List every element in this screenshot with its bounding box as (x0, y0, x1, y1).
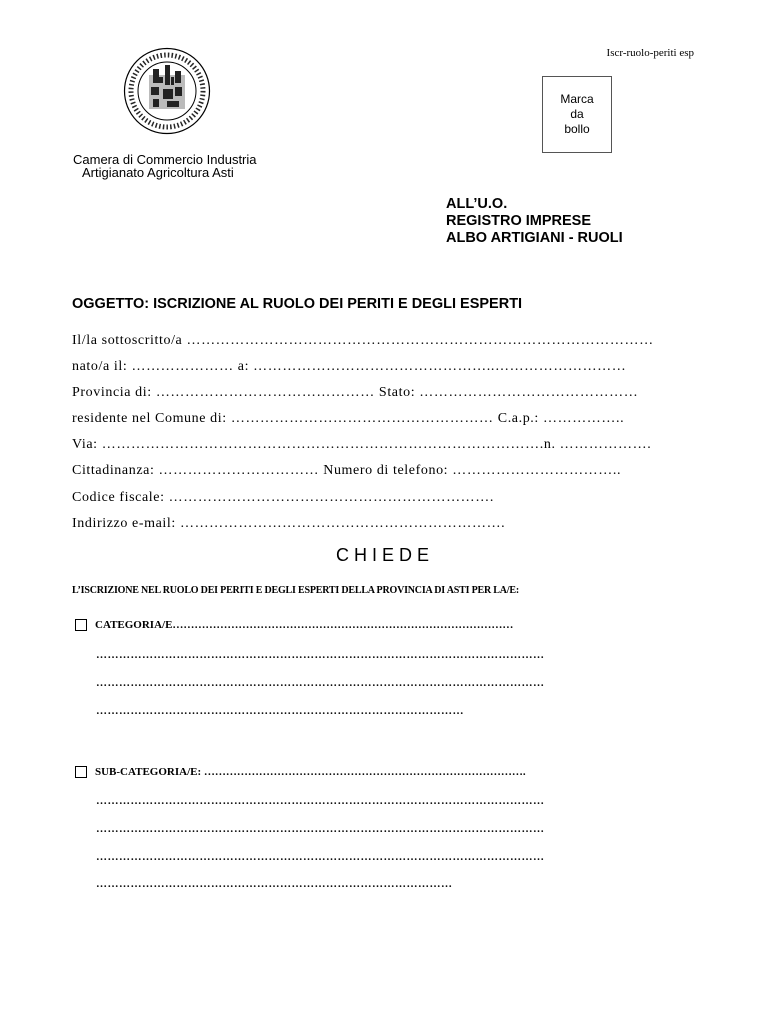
subcategory-line-1: ……………………………………………………………………………………………………… (96, 795, 545, 807)
document-code: Iscr-ruolo-periti esp (606, 47, 694, 59)
addressee-line-3: ALBO ARTIGIANI - RUOLI (446, 230, 623, 246)
field-residence-postal-code: residente nel Comune di: ……………………………………………… C.a.p.: …………….. (72, 411, 625, 426)
subcategory-line-3: ……………………………………………………………………………………………………… (96, 851, 545, 863)
stamp-line-1: Marca (560, 92, 594, 106)
category-row (75, 619, 513, 631)
chamber-line-1: Camera di Commercio Industria (73, 152, 257, 167)
category-label: CATEGORIA/E………………………………………………………………………………… (95, 619, 514, 631)
field-email: Indirizzo e-mail: …………………………………………………………. (72, 516, 506, 531)
field-tax-code: Codice fiscale: …………………………………………………………. (72, 490, 494, 505)
field-citizenship-phone: Cittadinanza: …………………………… Numero di telefono: …………………………….. (72, 463, 622, 478)
field-birth-date-place: nato/a il: ………………… a: …………………………………………..……………………… (72, 359, 627, 374)
subcategory-row (75, 766, 526, 778)
category-checkbox[interactable] (75, 619, 87, 631)
stamp-line-2: da (570, 107, 584, 121)
subcategory-checkbox[interactable] (75, 766, 87, 778)
revenue-stamp-box (542, 76, 612, 153)
request-statement: L’ISCRIZIONE NEL RUOLO DEI PERITI E DEGLI ESPERTI DELLA PROVINCIA DI ASTI PER LA/E: (72, 585, 519, 596)
category-line-2: ……………………………………………………………………………………………………… (96, 677, 545, 689)
category-line-1: ……………………………………………………………………………………………………… (96, 649, 545, 661)
addressee-line-1: ALL’U.O. (446, 196, 508, 212)
stamp-line-3: bollo (564, 122, 590, 136)
field-street-number: Via: ……………………………………………………………………………….n. ………………. (72, 437, 652, 452)
subcategory-line-4: ………………………………………………………………………………… (96, 878, 453, 890)
chamber-line-2: Artigianato Agricoltura Asti (82, 165, 234, 180)
subcategory-label: SUB-CATEGORIA/E: ……………………………………………………………………………. (95, 766, 526, 778)
addressee-block (446, 196, 623, 247)
request-title: CHIEDE (335, 545, 434, 565)
field-applicant-name: Il/la sottoscritto/a …………………………………………………………………………………… (72, 333, 654, 348)
chamber-name (73, 153, 257, 179)
chamber-seal-logo (123, 47, 211, 135)
field-province-state: Provincia di: ……………………………………… Stato: ……………………………………… (72, 385, 639, 400)
category-line-3: …………………………………………………………………………………… (96, 705, 464, 717)
subcategory-line-2: ……………………………………………………………………………………………………… (96, 823, 545, 835)
subject-heading: OGGETTO: ISCRIZIONE AL RUOLO DEI PERITI E DEGLI ESPERTI (72, 296, 523, 312)
addressee-line-2: REGISTRO IMPRESE (446, 213, 592, 229)
